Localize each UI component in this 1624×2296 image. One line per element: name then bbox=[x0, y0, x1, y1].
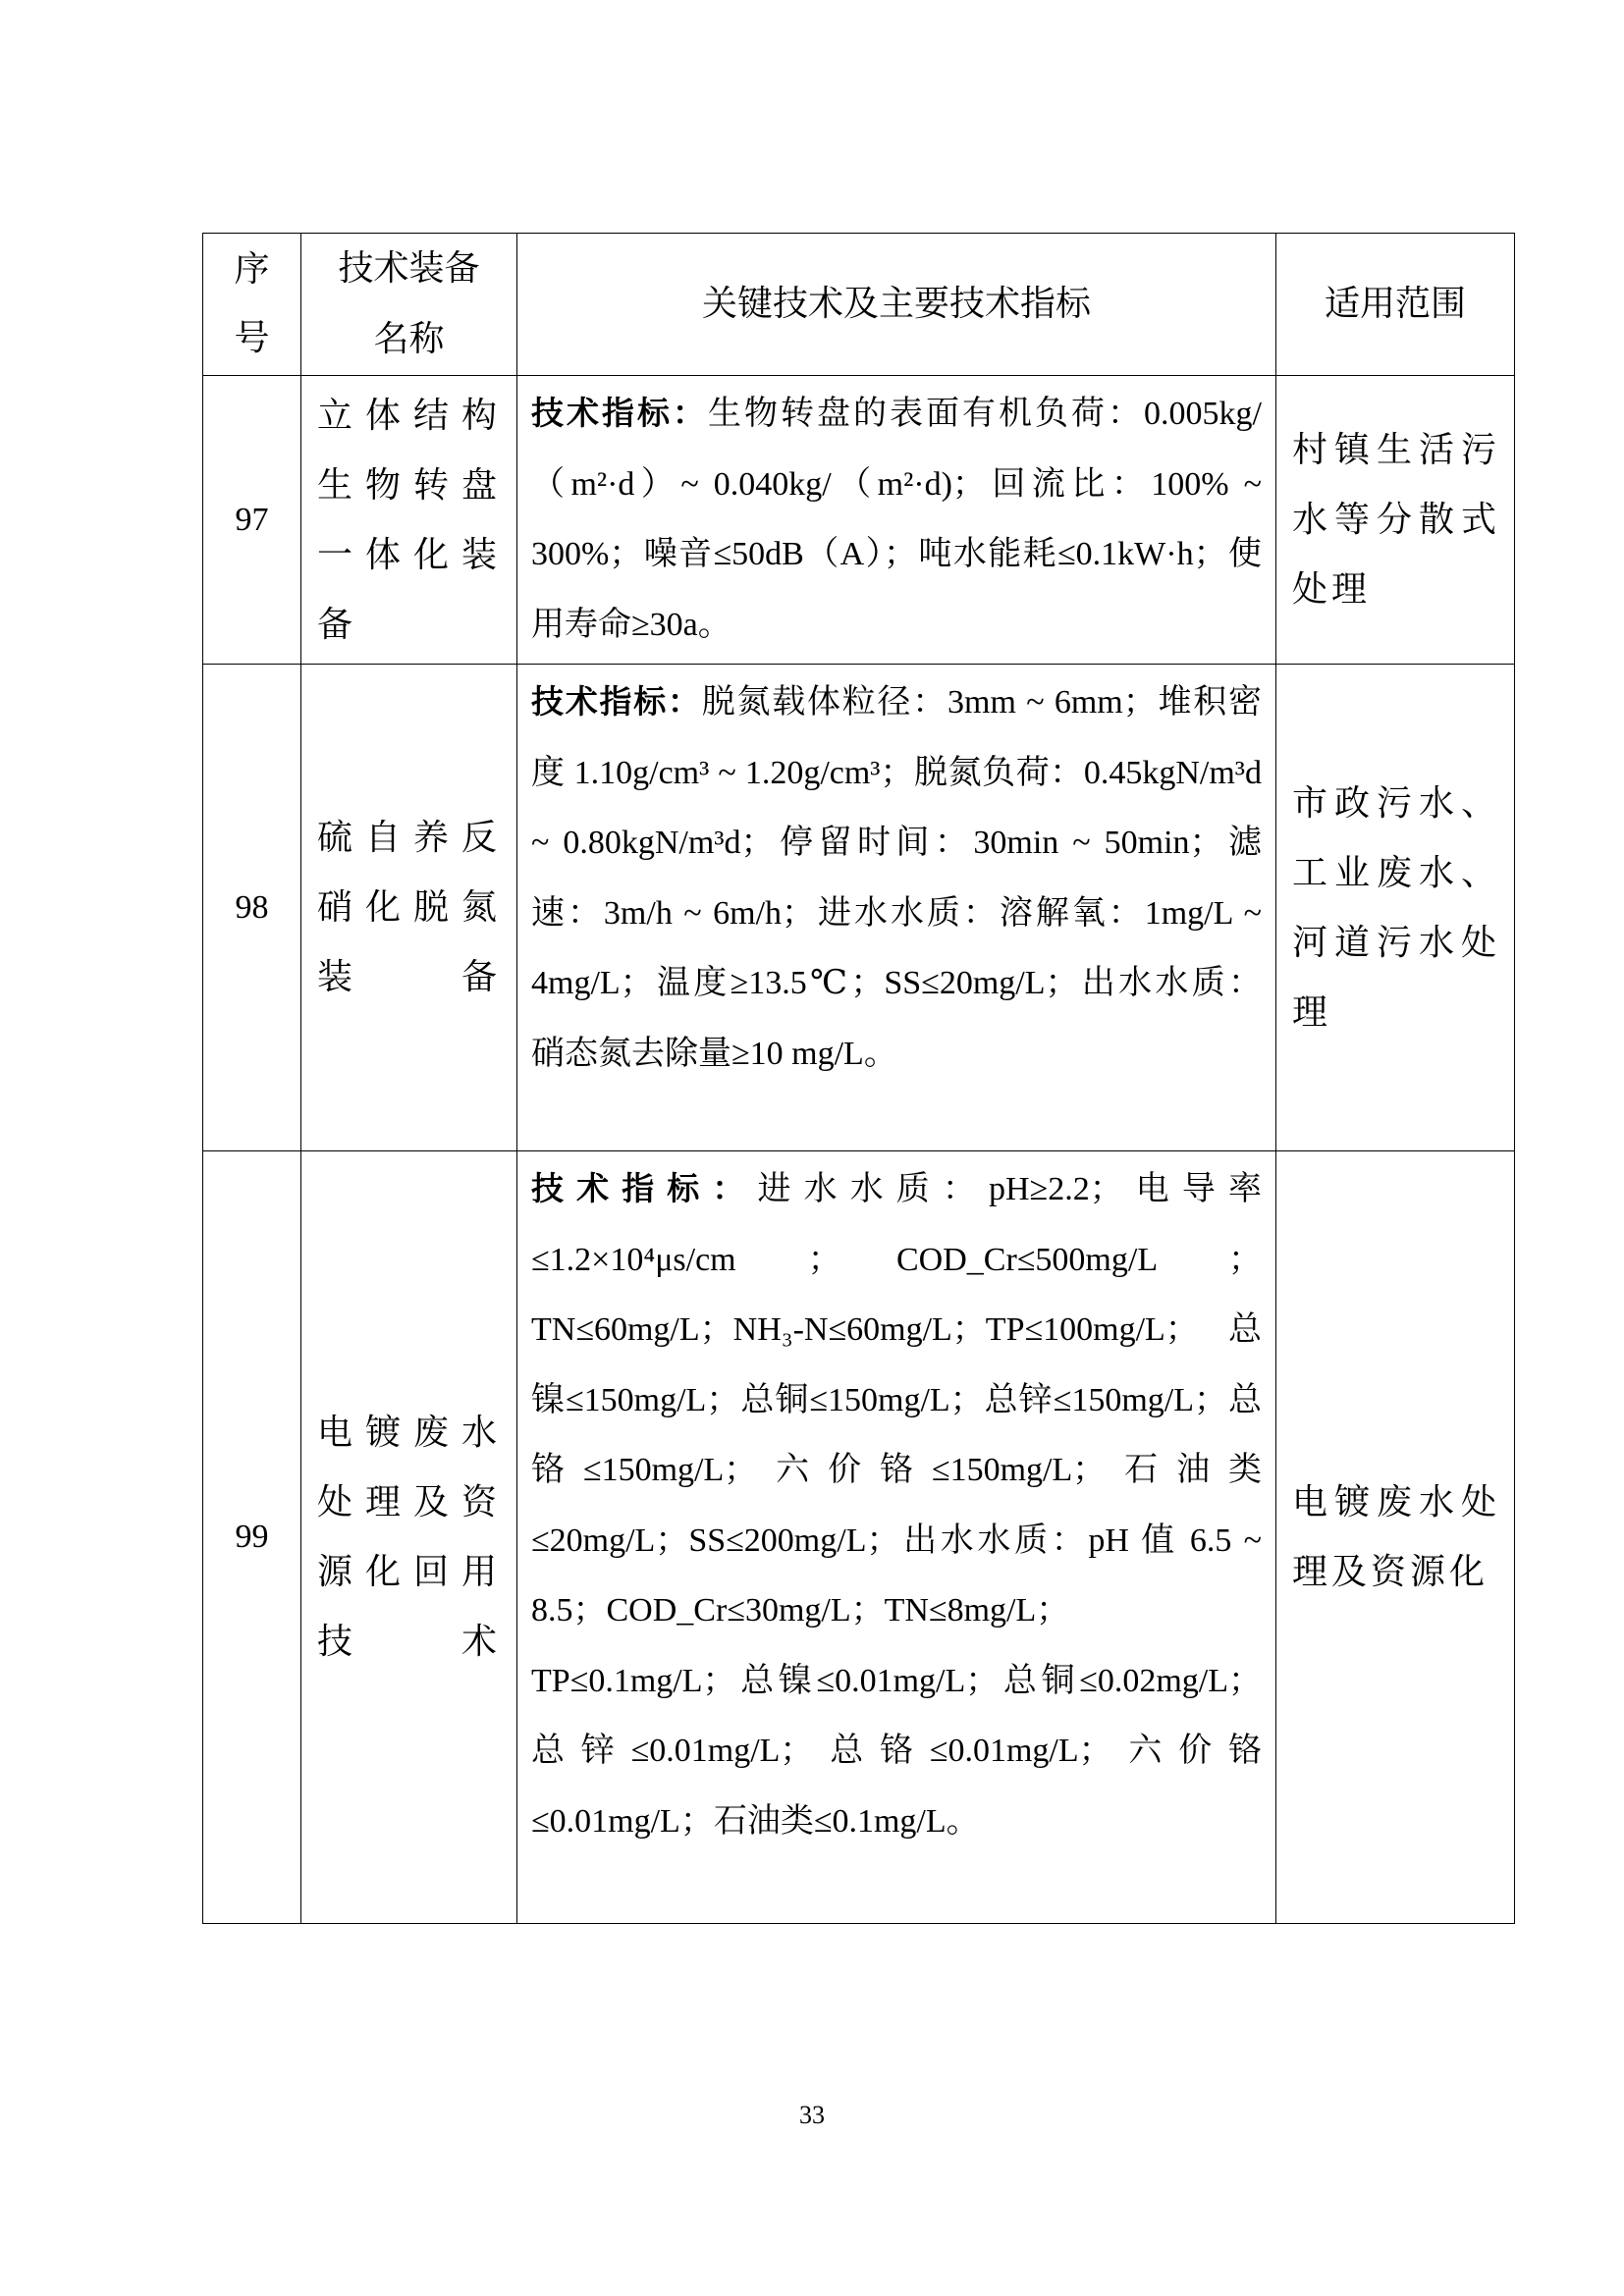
header-application-scope: 适用范围 bbox=[1276, 234, 1515, 376]
table-header-row bbox=[203, 234, 1515, 376]
row-equipment-name: 电镀废水处理及资源化回用技术 bbox=[301, 1151, 517, 1924]
table-row bbox=[203, 1151, 1515, 1924]
tech-label: 技术指标： bbox=[531, 682, 702, 721]
tech-label: 技术指标： bbox=[531, 1169, 758, 1207]
tech-label: 技术指标： bbox=[531, 394, 709, 432]
header-serial-number: 序 号 bbox=[203, 234, 301, 376]
table-row bbox=[203, 665, 1515, 1151]
page-number: 33 bbox=[799, 2101, 825, 2129]
tech-text: 脱氮载体粒径：3mm ~ 6mm；堆积密度 1.10g/cm³ ~ 1.20g/cm³；脱氮负荷：0.45kgN/m³d ~ 0.80kgN/m³d；停留时间：30min ~ 50min；滤速：3m/h ~ 6m/h；进水水质：溶解氧：1mg/L ~ 4mg/L；温度≥13.5℃；SS≤20mg/L；出水水质：硝态氮去除量≥10 mg/L。 bbox=[531, 684, 1263, 1072]
row-equipment-name: 硫自养反硝化脱氮装备 bbox=[301, 665, 517, 1151]
tech-text: 生物转盘的表面有机负荷：0.005kg/（m²·d）~ 0.040kg/（m²·d)；回流比：100% ~ 300%；噪音≤50dB（A）；吨水能耗≤0.1kW·h；使用寿命≥30a。 bbox=[531, 396, 1262, 643]
row-application-scope: 电镀废水处理及资源化 bbox=[1276, 1151, 1515, 1924]
row-serial-number: 98 bbox=[203, 665, 301, 1151]
row-equipment-name: 立体结构生物转盘一体化装备 bbox=[301, 376, 517, 665]
row-technical-indicators bbox=[517, 376, 1276, 665]
row-serial-number: 99 bbox=[203, 1151, 301, 1924]
technology-table bbox=[202, 233, 1515, 1924]
row-application-scope: 村镇生活污水等分散式处理 bbox=[1276, 376, 1515, 665]
row-technical-indicators bbox=[517, 1151, 1276, 1924]
table-row bbox=[203, 376, 1515, 665]
row-technical-indicators bbox=[517, 665, 1276, 1151]
row-application-scope: 市政污水、工业废水、河道污水处理 bbox=[1276, 665, 1515, 1151]
header-key-technology: 关键技术及主要技术指标 bbox=[517, 234, 1276, 376]
header-equipment-name: 技术装备 名称 bbox=[301, 234, 517, 376]
row-serial-number: 97 bbox=[203, 376, 301, 665]
tech-text: 进水水质：pH≥2.2；电导率≤1.2×10⁴μs/cm ； COD_Cr≤500mg/L ；TN≤60mg/L；NH₃-N≤60mg/L；TP≤100mg/L；总镍≤150mg/L；总铜≤150mg/L；总锌≤150mg/L；总铬≤150mg/L；六价铬≤150mg/L；石油类≤20mg/L；SS≤200mg/L；出水水质：pH 值 6.5 ~ 8.5；COD_Cr≤30mg/L；TN≤8mg/L；TP≤0.1mg/L；总镍≤0.01mg/L；总铜≤0.02mg/L；总锌≤0.01mg/L；总铬≤0.01mg/L；六价铬≤0.01mg/L；石油类≤0.1mg/L。 bbox=[531, 1171, 1263, 1840]
